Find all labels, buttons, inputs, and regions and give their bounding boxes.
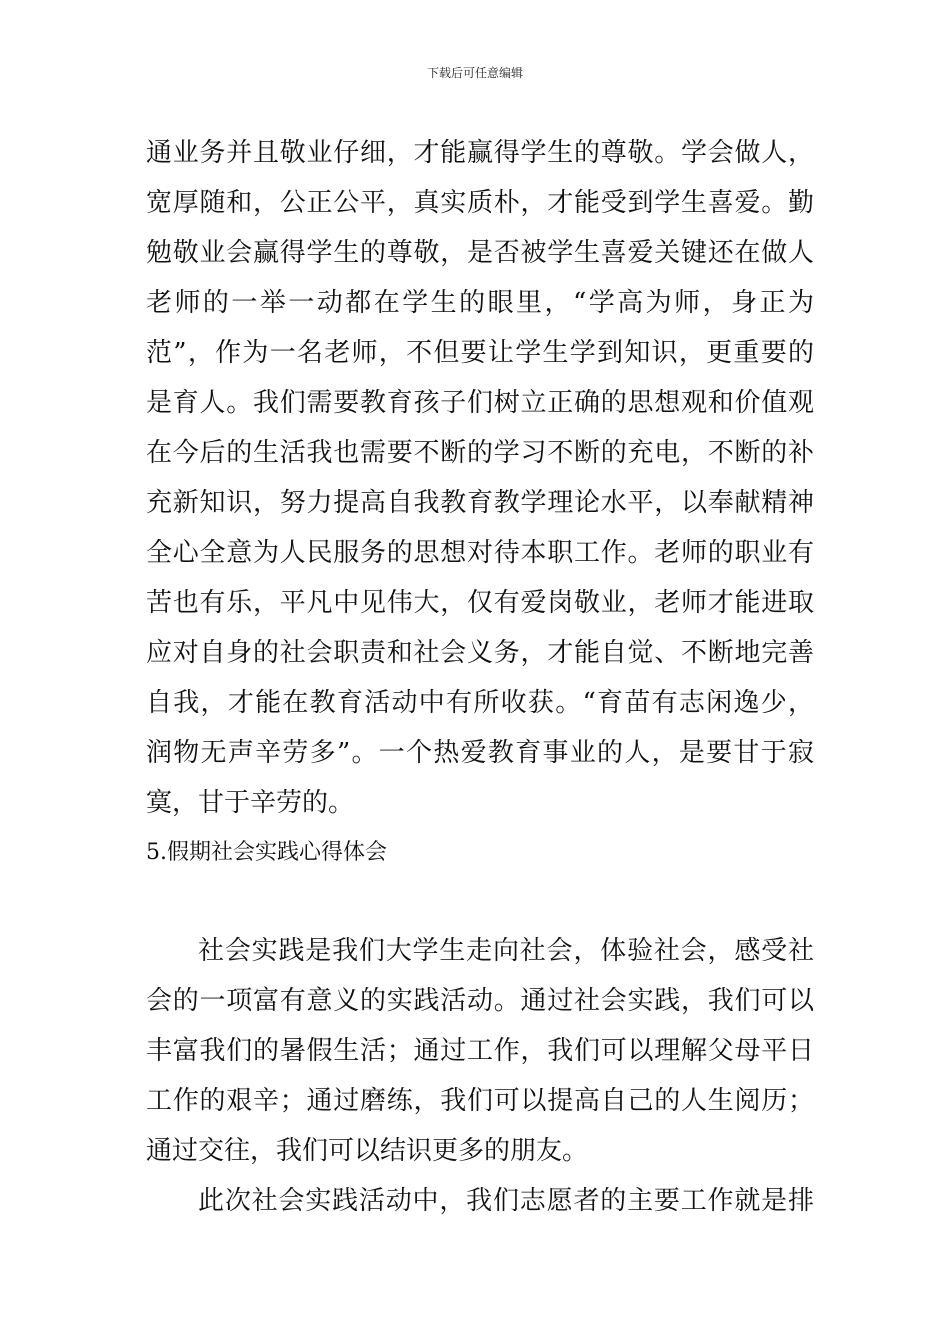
text-line: 通业务并且敬业仔细，才能赢得学生的尊敬。学会做人， bbox=[146, 138, 814, 168]
text-line: 丰富我们的暑假生活；通过工作，我们可以理解父母平日 bbox=[146, 1036, 814, 1066]
text-line: 此次社会实践活动中，我们志愿者的主要工作就是排 bbox=[198, 1186, 814, 1216]
text-line: 通过交往，我们可以结识更多的朋友。 bbox=[146, 1136, 589, 1166]
text-line: 社会实践是我们大学生走向社会，体验社会，感受社 bbox=[198, 936, 814, 966]
text-line: 苦也有乐，平凡中见伟大，仅有爱岗敬业，老师才能进取 bbox=[146, 588, 814, 618]
paragraph-teaching bbox=[146, 128, 814, 828]
text-line: 应对自身的社会职责和社会义务，才能自觉、不断地完善 bbox=[146, 638, 814, 668]
text-line: 寞，甘于辛劳的。 bbox=[146, 788, 355, 818]
text-line: 范”，作为一名老师，不但要让学生学到知识，更重要的 bbox=[146, 338, 814, 368]
text-line: 是育人。我们需要教育孩子们树立正确的思想观和价值观 bbox=[146, 388, 814, 418]
text-line: 会的一项富有意义的实践活动。通过社会实践，我们可以 bbox=[146, 986, 814, 1016]
text-line: 全心全意为人民服务的思想对待本职工作。老师的职业有 bbox=[146, 538, 814, 568]
blank-line bbox=[146, 878, 814, 926]
document-body bbox=[146, 128, 814, 1226]
paragraph-practice-work bbox=[146, 1176, 814, 1226]
section-heading: 5.假期社会实践心得体会 bbox=[146, 840, 387, 865]
text-line: 自我，才能在教育活动中有所收获。“育苗有志闲逸少， bbox=[146, 688, 814, 718]
text-line: 润物无声辛劳多”。一个热爱教育事业的人，是要甘于寂 bbox=[146, 738, 814, 768]
text-line: 工作的艰辛；通过磨练，我们可以提高自己的人生阅历； bbox=[146, 1086, 814, 1116]
text-line: 老师的一举一动都在学生的眼里，“学高为师，身正为 bbox=[146, 288, 814, 318]
text-line: 充新知识，努力提高自我教育教学理论水平，以奉献精神 bbox=[146, 488, 814, 518]
text-line: 宽厚随和，公正公平，真实质朴，才能受到学生喜爱。勤 bbox=[146, 188, 814, 218]
page-header: 下载后可任意编辑 bbox=[426, 66, 523, 80]
paragraph-practice-intro bbox=[146, 926, 814, 1176]
text-line: 勉敬业会赢得学生的尊敬，是否被学生喜爱关键还在做人 bbox=[146, 238, 814, 268]
text-line: 在今后的生活我也需要不断的学习不断的充电，不断的补 bbox=[146, 438, 814, 468]
